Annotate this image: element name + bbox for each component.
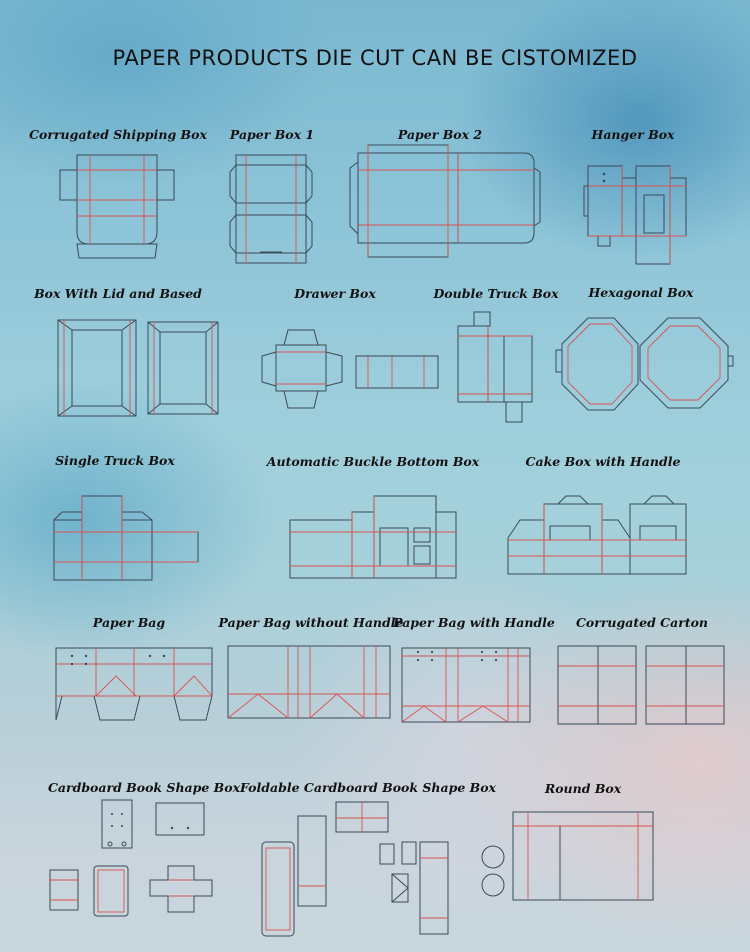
label-double-truck-box: Double Truck Box <box>433 286 559 301</box>
page-title: PAPER PRODUCTS DIE CUT CAN BE CISTOMIZED <box>112 46 638 70</box>
label-paper-box-2: Paper Box 2 <box>397 127 483 142</box>
label-single-truck-box: Single Truck Box <box>55 453 175 468</box>
label-cake-box-with-handle: Cake Box with Handle <box>525 454 681 469</box>
label-cardboard-book-shape-box: Cardboard Book Shape Box <box>47 780 241 795</box>
dieline-box-with-lid <box>58 320 218 416</box>
label-corrugated-shipping-box: Corrugated Shipping Box <box>29 127 207 142</box>
dieline-single-truck-box <box>54 496 198 580</box>
dieline-corrugated-carton <box>558 646 724 724</box>
label-drawer-box: Drawer Box <box>294 286 376 301</box>
label-corrugated-carton: Corrugated Carton <box>575 615 709 630</box>
dieline-foldable-book-shape-box <box>262 802 448 936</box>
dieline-automatic-buckle-box <box>290 496 456 578</box>
dieline-hanger-box <box>584 166 686 264</box>
label-paper-box-1: Paper Box 1 <box>229 127 315 142</box>
dieline-corrugated-shipping-box <box>60 155 174 258</box>
dieline-hexagonal-box <box>556 318 733 410</box>
label-hanger-box: Hanger Box <box>591 127 675 142</box>
label-paper-bag-with-handle: Paper Bag with Handle <box>393 615 555 630</box>
dieline-cardboard-book-shape-box <box>50 800 212 916</box>
dieline-round-box <box>482 812 653 900</box>
dieline-drawer-box <box>262 330 438 408</box>
dieline-paper-box-1 <box>230 155 312 263</box>
label-box-with-lid: Box With Lid and Based <box>34 286 202 301</box>
label-automatic-buckle-bottom-box: Automatic Buckle Bottom Box <box>266 454 480 469</box>
label-paper-bag: Paper Bag <box>92 615 166 630</box>
label-hexagonal-box: Hexagonal Box <box>588 285 694 300</box>
dieline-paper-bag-with-handle <box>402 648 530 722</box>
label-round-box: Round Box <box>544 781 622 796</box>
dieline-cake-box-with-handle <box>508 496 686 574</box>
dieline-paper-box-2 <box>350 145 540 257</box>
dieline-double-truck-box <box>458 312 532 422</box>
dieline-paper-bag-without-handle <box>228 646 390 718</box>
label-foldable-cardboard-book-shape-box: Foldable Cardboard Book Shape Box <box>239 780 497 795</box>
label-paper-bag-without-handle: Paper Bag without Handle <box>218 615 404 630</box>
dieline-paper-bag <box>56 648 212 720</box>
